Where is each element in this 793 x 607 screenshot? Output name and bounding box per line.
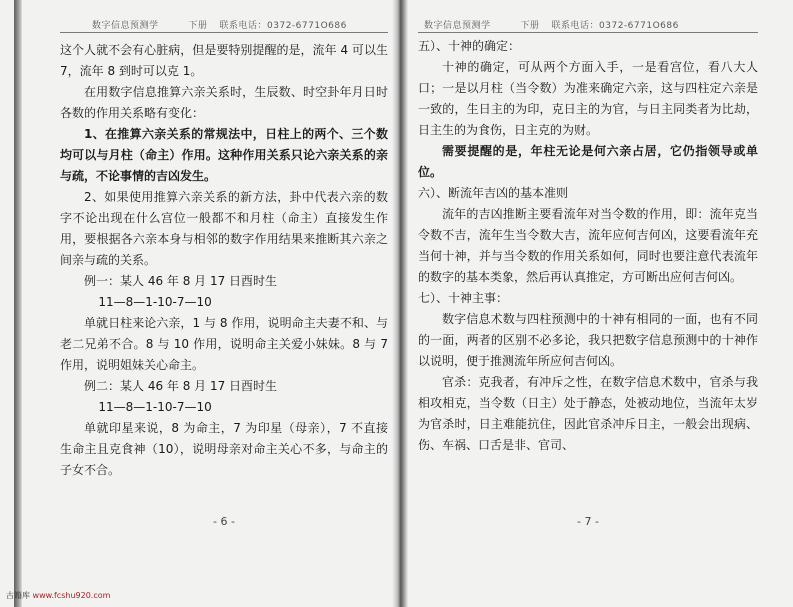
book-spine-shadow <box>392 0 408 607</box>
paragraph: 1、在推算六亲关系的常规法中，日柱上的两个、三个数均可以与月柱（命主）作用。这种作用关系只论六亲关系的亲与疏，不论事情的吉凶发生。 <box>60 127 388 183</box>
paragraph: 在用数字信息推算六亲关系时，生辰数、时空卦年月日时各数的作用关系略有变化： <box>60 85 388 120</box>
left-page <box>60 0 388 590</box>
example-label: 例一：某人 46 年 8 月 17 日酉时生 <box>84 274 278 288</box>
example-label: 例二：某人 46 年 8 月 17 日酉时生 <box>84 379 278 393</box>
paragraph: 这个人就不会有心脏病，但是要特别提醒的是，流年 4 可以生 7，流年 8 到时可以克 1。 <box>60 43 388 78</box>
paragraph: 需要提醒的是，年柱无论是何六亲占居，它仍指领导或单位。 <box>418 144 758 179</box>
example-formula: 11—8—1-10-7—10 <box>98 295 212 309</box>
paragraph: 数字信息术数与四柱预测中的十神有相同的一面，也有不同的一面，两者的区别不必多论，我只把数字信息预测中的十神作以说明，便于推测流年所应何吉何凶。 <box>418 312 758 368</box>
section-heading: 七）、十神主事： <box>418 291 509 305</box>
paragraph: 官杀：克我者，有冲斥之性，在数字信息术数中，官杀与我相攻相克，当令数（日主）处于静态，处被动地位，当流年太岁为官杀时，日主难能抗住，因此官杀冲斥日主，一般会出现病、伤、车祸、口舌是非、官司、 <box>418 375 758 452</box>
header-title: 数字信息预测学 <box>424 21 491 31</box>
header-volume: 下册 <box>188 21 208 31</box>
binding-edge-shadow <box>14 0 22 607</box>
page-body <box>418 36 758 456</box>
footer-url: www.fcshu920.com <box>32 591 111 600</box>
paragraph: 十神的确定，可从两个方面入手，一是看宫位，看八大人口；一是以月柱（当令数）为准来确定六亲，这与四柱定六亲是一致的，生日主的为印，克日主的为官，与日主同类者为比劫，日主生的为食伤，日主克的为财。 <box>418 60 758 137</box>
watermark-footer <box>6 590 110 601</box>
paragraph: 2、如果使用推算六亲关系的新方法，卦中代表六亲的数字不论出现在什么宫位一般都不和月柱（命主）直接发生作用，要根据各六亲本身与相邻的数字作用结果来推断其六亲之间亲与疏的关系。 <box>60 190 388 267</box>
header-rule <box>60 32 388 33</box>
example-analysis: 单就印星来说，8 为命主，7 为印星（母亲），7 不直接生命主且克食神（10），说明母亲对命主关心不多，与命主的子女不合。 <box>60 421 388 477</box>
page-header <box>92 18 347 31</box>
page-number: - 6 - <box>213 515 235 528</box>
header-contact: 联系电话：0372-6771O686 <box>219 21 347 31</box>
example-formula: 11—8—1-10-7—10 <box>98 400 212 414</box>
section-heading: 五）、十神的确定： <box>418 39 521 53</box>
header-volume: 下册 <box>520 21 540 31</box>
page-body <box>60 40 388 481</box>
page-number: - 7 - <box>577 515 599 528</box>
paragraph: 流年的吉凶推断主要看流年对当令数的作用，即：流年克当令数不吉，流年生当令数大吉，流年应何吉何凶，这要看流年充当何十神，并与当令数的作用关系如何，同时也要注意代表流年的数字的基本类象，然后再认真推定，方可断出应何吉何凶。 <box>418 207 758 284</box>
header-contact: 联系电话：0372-6771O686 <box>551 21 679 31</box>
header-rule <box>418 32 758 33</box>
example-analysis: 单就日柱来论六亲，1 与 8 作用，说明命主夫妻不和、与老二兄弟不合。8 与 10 作用，说明命主关爱小妹妹。8 与 7 作用，说明姐妹关心命主。 <box>60 316 388 372</box>
right-page <box>418 0 758 590</box>
section-heading: 六）、断流年吉凶的基本准则 <box>418 186 569 200</box>
header-title: 数字信息预测学 <box>92 21 159 31</box>
footer-site-label: 古籍库 <box>6 591 30 600</box>
page-header <box>424 18 679 31</box>
